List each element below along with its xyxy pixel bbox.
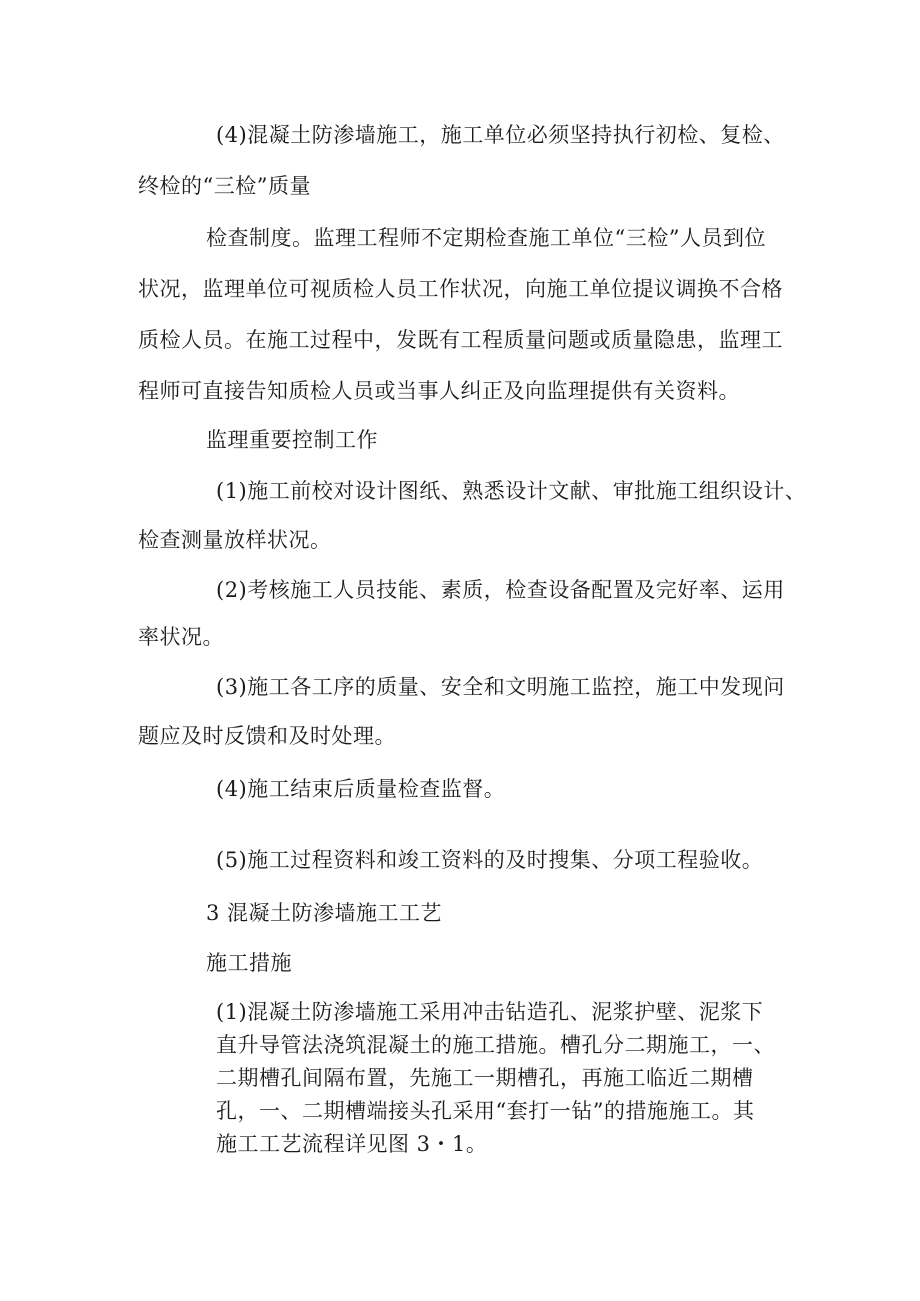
paragraph-line: 施工工艺流程详见图 3・1。 <box>216 1132 488 1156</box>
list-item: (4)施工结束后质量检查监督。 <box>216 777 506 801</box>
paragraph-line: 孔，一、二期槽端接头孔采用“套打一钻”的措施施工。其 <box>216 1099 755 1123</box>
list-item-continuation: 题应及时反馈和及时处理。 <box>138 724 396 748</box>
paragraph-line: 终检的“三检”质量 <box>138 174 311 198</box>
paragraph-line: 质检人员。在施工过程中，发既有工程质量问题或质量隐患，监理工 <box>138 328 783 352</box>
section-heading: 监理重要控制工作 <box>206 428 378 452</box>
list-item: (2)考核施工人员技能、素质，检查设备配置及完好率、运用 <box>216 578 785 602</box>
section-title: 3 混凝土防渗墙施工工艺 <box>206 901 443 925</box>
section-heading: 施工措施 <box>206 951 292 975</box>
paragraph-line: (1)混凝土防渗墙施工采用冲击钻造孔、泥浆护壁、泥浆下 <box>216 1000 764 1024</box>
list-item: (1)施工前校对设计图纸、熟悉设计文献、审批施工组织设计、 <box>216 479 807 503</box>
paragraph-line: 状况，监理单位可视质检人员工作状况，向施工单位提议调换不合格 <box>138 277 783 301</box>
paragraph-line: 二期槽孔间隔布置，先施工一期槽孔，再施工临近二期槽 <box>216 1066 754 1090</box>
list-item: (5)施工过程资料和竣工资料的及时搜集、分项工程验收。 <box>216 848 764 872</box>
list-item: (3)施工各工序的质量、安全和文明施工监控，施工中发现问 <box>216 675 785 699</box>
list-item-continuation: 检查测量放样状况。 <box>138 528 332 552</box>
paragraph-line: 程师可直接告知质检人员或当事人纠正及向监理提供有关资料。 <box>138 379 740 403</box>
measures-paragraph <box>216 996 775 1161</box>
paragraph-line: (4)混凝土防渗墙施工，施工单位必须坚持执行初检、复检、 <box>216 123 785 147</box>
paragraph-line: 检查制度。监理工程师不定期检查施工单位“三检”人员到位 <box>206 226 766 250</box>
paragraph-line: 直升导管法浇筑混凝土的施工措施。槽孔分二期施工，一、 <box>216 1033 775 1057</box>
list-item-continuation: 率状况。 <box>138 625 224 649</box>
